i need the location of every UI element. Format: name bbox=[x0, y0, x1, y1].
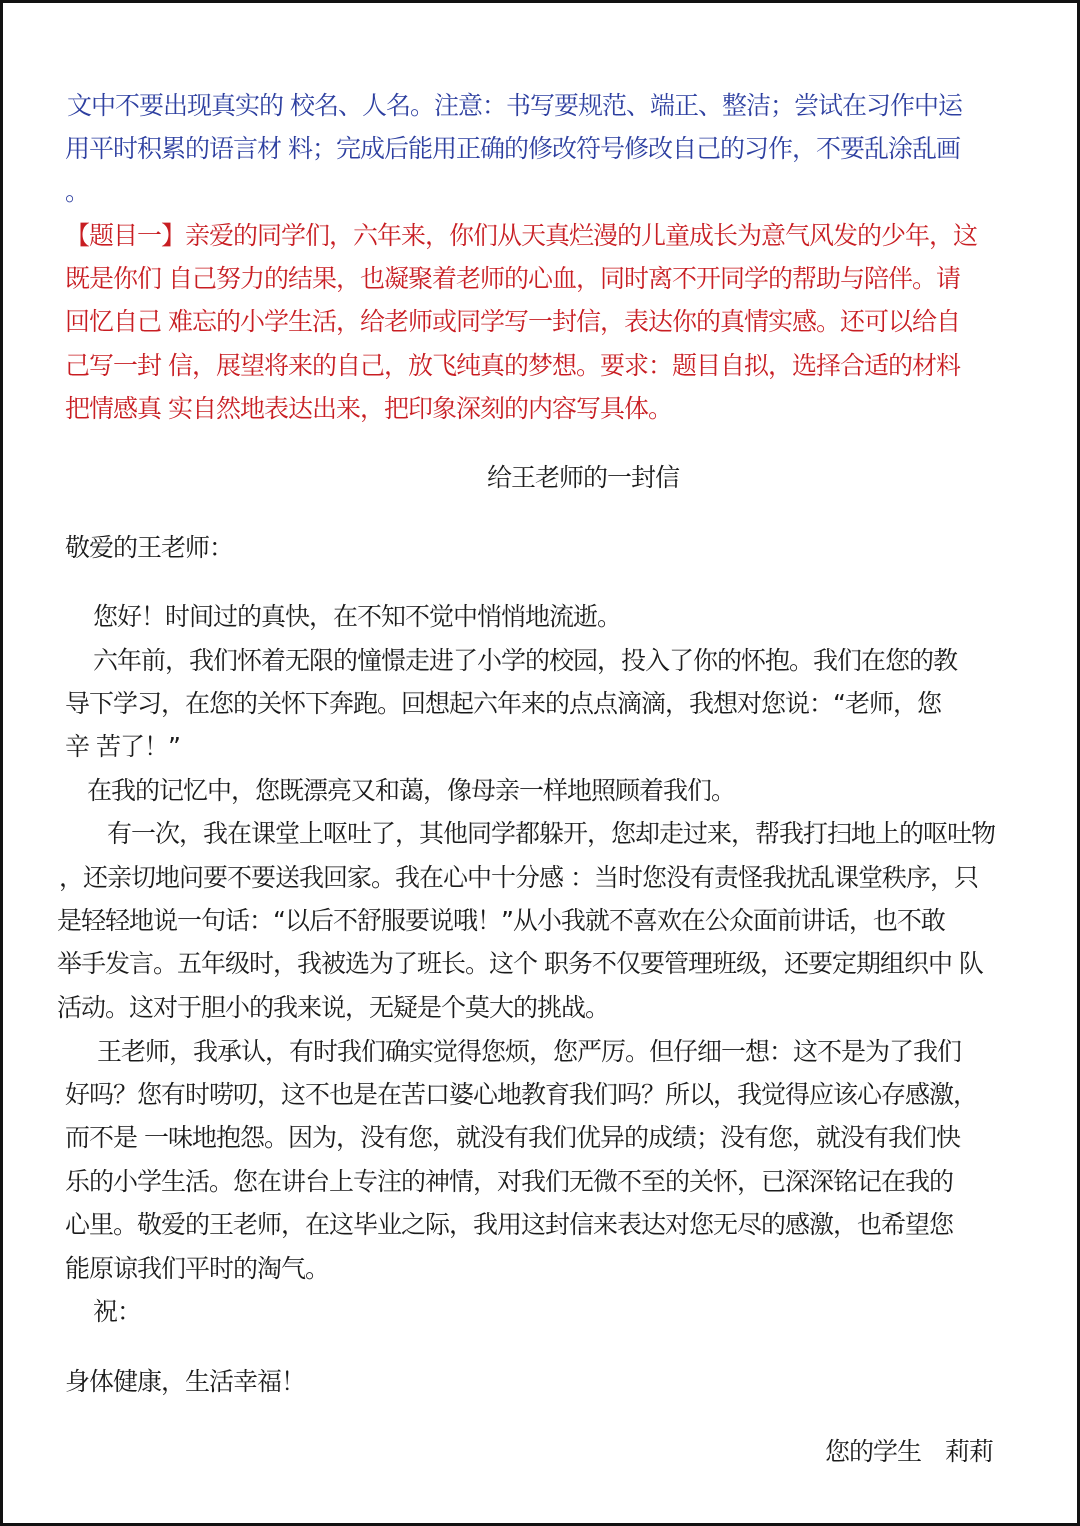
body-line: 导下学习，在您的关怀下奔跑。回想起六年来的点点滴滴，我想对您说：“老师，您 bbox=[65, 689, 941, 718]
body-line: 您好！时间过的真快，在不知不觉中悄悄地流逝。 bbox=[93, 602, 622, 631]
salutation: 敬爱的王老师： bbox=[65, 533, 234, 562]
prompt-line: 既是你们 自己努力的结果，也凝聚着老师的心血，同时离不开同学的帮助与陪伴。请 bbox=[65, 264, 960, 293]
body-line: 有一次，我在课堂上呕吐了，其他同学都躲开，您却走过来，帮我打扫地上的呕吐物 bbox=[107, 819, 996, 848]
body-line: 六年前，我们怀着无限的憧憬走进了小学的校园，投入了你的怀抱。我们在您的教 bbox=[93, 646, 958, 675]
signature: 您的学生 莉莉 bbox=[825, 1437, 994, 1466]
wish: 身体健康，生活幸福！ bbox=[65, 1367, 306, 1396]
body-line: 在我的记忆中，您既漂亮又和蔼，像母亲一样地照顾着我们。 bbox=[87, 776, 736, 805]
prompt-line: 己写一封 信，展望将来的自己，放飞纯真的梦想。要求：题目自拟，选择合适的材料 bbox=[65, 351, 960, 380]
body-line: 是轻轻地说一句话：“以后不舒服要说哦！”从小我就不喜欢在公众面前讲话，也不敢 bbox=[57, 906, 945, 935]
prompt-line: 【题目一】亲爱的同学们，六年来，你们从天真烂漫的儿童成长为意气风发的少年，这 bbox=[65, 221, 978, 250]
body-line: 而不是 一味地抱怨。因为，没有您，就没有我们优异的成绩；没有您，就没有我们快 bbox=[65, 1123, 960, 1152]
body-line: 王老师，我承认，有时我们确实觉得您烦，您严厉。但仔细一想：这不是为了我们 bbox=[97, 1037, 962, 1066]
body-line: 心里。敬爱的王老师，在这毕业之际，我用这封信来表达对您无尽的感激，也希望您 bbox=[65, 1210, 954, 1239]
body-line: 能原谅我们平时的淘气。 bbox=[65, 1254, 330, 1283]
body-line: ，还亲切地问要不要送我回家。我在心中十分感 ：当时您没有责怪我扰乱课堂秩序，只 bbox=[59, 863, 978, 892]
prompt-line: 把情感真 实自然地表达出来，把印象深刻的内容写具体。 bbox=[65, 394, 672, 423]
body-line: 辛 苦了！” bbox=[65, 732, 180, 761]
instruction-line: 文中不要出现真实的 校名、人名。注意：书写要规范、端正、整洁；尝试在习作中运 bbox=[67, 91, 962, 120]
body-line: 乐的小学生活。您在讲台上专注的神情，对我们无微不至的关怀，已深深铭记在我的 bbox=[65, 1167, 954, 1196]
body-line: 举手发言。五年级时，我被选为了班长。这个 职务不仅要管理班级，还要定期组织中 队 bbox=[57, 949, 983, 978]
closing: 祝： bbox=[93, 1297, 142, 1326]
body-line: 好吗？您有时唠叨，这不也是在苦口婆心地教育我们吗？所以，我觉得应该心存感激， bbox=[65, 1080, 978, 1109]
instruction-line: 用平时积累的语言材 料；完成后能用正确的修改符号修改自己的习作，不要乱涂乱画 bbox=[65, 134, 960, 163]
body-line: 活动。这对于胆小的我来说，无疑是个莫大的挑战。 bbox=[57, 993, 610, 1022]
instruction-line: 。 bbox=[65, 177, 90, 206]
letter-title: 给王老师的一封信 bbox=[487, 463, 680, 492]
prompt-line: 回忆自己 难忘的小学生活，给老师或同学写一封信，表达你的真情实感。还可以给自 bbox=[65, 307, 960, 336]
